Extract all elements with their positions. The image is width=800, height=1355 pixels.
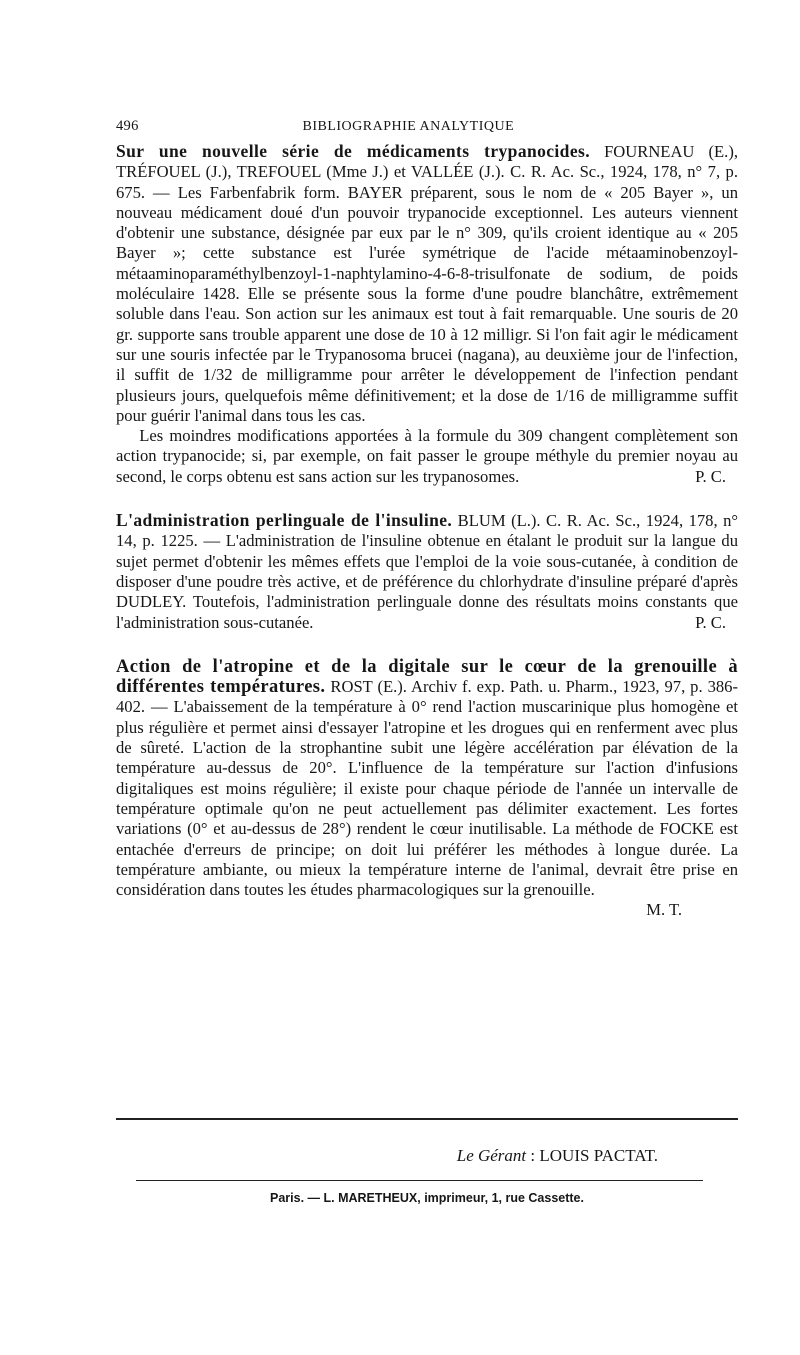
running-header [116, 118, 738, 135]
entry-citation: BLUM (L.). C. R. Ac. Sc., 1924, 178, n° 14, p. 1225. — [116, 511, 738, 551]
entry-citation: ROST (E.). Archiv f. exp. Path. u. Pharm., 1923, 97, p. 386-402. — [116, 677, 738, 717]
gerant-name: LOUIS PACTAT. [539, 1146, 658, 1165]
entry-signature: P. C. [695, 612, 726, 632]
running-title: BIBLIOGRAPHIE ANALYTIQUE [302, 119, 515, 134]
bibliography-entry [116, 141, 738, 487]
entry-paragraph: Les moindres modifications apportées à la formule du 309 changent complètement son action trypanocide; si, par exemple, on fait passer le groupe méthyle du premier noyau au second, le corps obtenu est sans action sur les trypanosomes. [116, 426, 738, 486]
entry-title: Sur une nouvelle série de médicaments trypanocides. [116, 141, 590, 161]
entry-signature: M. T. [646, 900, 682, 920]
printer-imprint: Paris. — L. MARETHEUX, imprimeur, 1, rue Cassette. [270, 1191, 584, 1205]
entry-paragraph: L'abaissement de la température à 0° rend l'action muscarinique plus homogène et plus régulière et permet ainsi d'essayer l'atropine et les drogues qui en renferment avec plus de sûreté. L'action de la strophantine subit une légère accélération par élévation de la température au-dessus de 20°. L'influence de la température sur l'action d'infusions digitaliques est moins régulière; il existe pour chaque période de l'année un intervalle de température optimale qu'on ne peut actuellement pas délimiter exactement. Les fortes variations (0° et au-dessus de 28°) rendent le cœur inutilisable. La méthode de FOCKE est entachée d'erreurs de principe; on doit lui préférer les méthodes à longue durée. La température ambiante, ou mieux la température interne de l'animal, devrait être prise en considération dans toutes les études pharmacologiques sur la grenouille. [116, 697, 738, 900]
entry-citation: FOURNEAU (E.), TRÉFOUEL (J.), TREFOUEL (Mme J.) et VALLÉE (J.). C. R. Ac. Sc., 1924, 178, n° 7, p. 675. — [116, 142, 738, 202]
printer-rule [136, 1180, 703, 1181]
entry-paragraph: Les Farbenfabrik form. BAYER préparent, sous le nom de « 205 Bayer », un nouveau médicament doué d'un pouvoir trypanocide exceptionnel. Les auteurs viennent d'obtenir une substance, désignée par eux par le n° 309, qu'ils croient identique au « 205 Bayer »; cette substance est l'urée symétrique de l'acide métaaminobenzoyl-métaaminoparaméthylbenzoyl-1-naphtylamino-4-6-8-trisulfonate de sodium, de poids moléculaire 1428. Elle se présente sous la forme d'une poudre blanchâtre, extrêmement soluble dans l'eau. Son action sur les animaux est tout à fait remarquable. Une souris de 20 gr. supporte sans trouble apparent une dose de 10 à 12 milligr. Si l'on fait agir le médicament sur une souris infectée par le Trypanosoma brucei (nagana), au deuxième jour de l'infection, il suffit de 1/32 de milligramme pour arrêter le développement de l'infection pendant plusieurs jours, quelquefois même définitivement; et la dose de 1/16 de milligramme suffit pour guérir l'animal dans tous les cas. [116, 182, 739, 425]
page-number: 496 [116, 118, 139, 134]
gerant-label: Le Gérant [456, 1146, 527, 1165]
footer-rule [116, 1118, 738, 1120]
page-footer [116, 1118, 738, 1205]
bibliography-entry [116, 510, 738, 633]
gerant-line [116, 1146, 738, 1166]
entry-signature: P. C. [695, 466, 726, 486]
entry-signature-line [116, 900, 738, 920]
entry-title: Action de l'atropine et de la digitale sur le cœur de la grenouille à différentes températures. [116, 656, 738, 698]
entry-paragraph: L'administration de l'insuline obtenue en étalant le produit sur la langue du sujet permet d'obtenir les mêmes effets que l'emploi de la voie sous-cutanée, à condition de disposer d'une poudre très active, et de préférence du chlorhydrate d'insuline préparé d'après DUDLEY. Toutefois, l'administration perlinguale donne des résultats moins constants que l'administration sous-cutanée. [116, 531, 739, 632]
bibliography-entry [116, 657, 738, 921]
entry-title: L'administration perlinguale de l'insuline. [116, 510, 453, 531]
gerant-separator: : [530, 1146, 536, 1165]
page [116, 118, 738, 921]
